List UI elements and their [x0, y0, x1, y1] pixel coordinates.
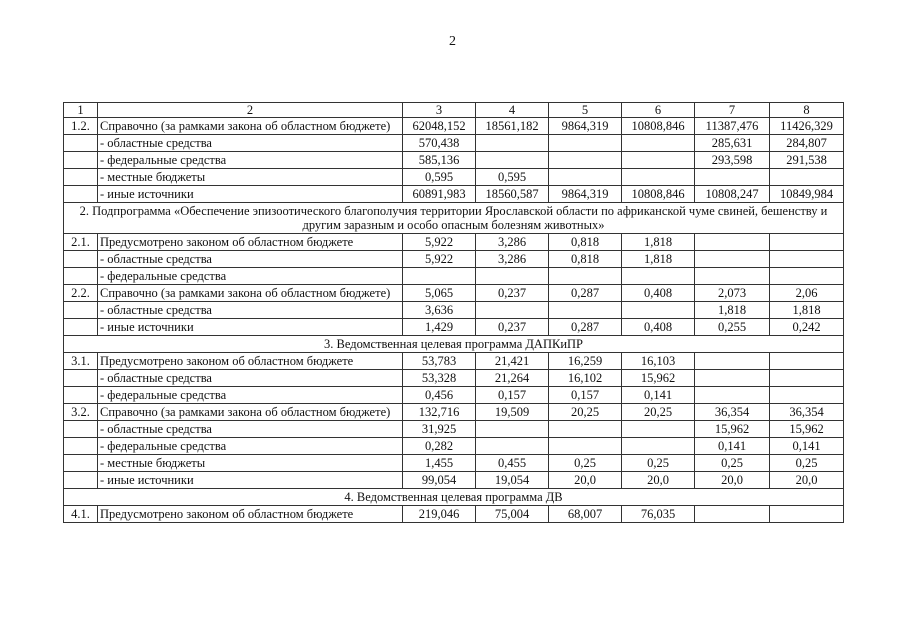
- value-cell: 1,818: [622, 234, 695, 251]
- value-cell: 0,408: [622, 319, 695, 336]
- table-row: [64, 234, 844, 251]
- value-cell: 0,242: [770, 319, 844, 336]
- value-cell: 5,065: [403, 285, 476, 302]
- value-cell: 0,141: [695, 438, 770, 455]
- table-row: [64, 302, 844, 319]
- row-code: [64, 421, 98, 438]
- value-cell: [695, 234, 770, 251]
- table-row: [64, 438, 844, 455]
- page-number: 2: [449, 34, 456, 49]
- value-cell: 53,328: [403, 370, 476, 387]
- section-row: [64, 336, 844, 353]
- value-cell: 0,287: [549, 319, 622, 336]
- row-label: - федеральные средства: [98, 438, 403, 455]
- value-cell: 10808,247: [695, 186, 770, 203]
- row-code: [64, 135, 98, 152]
- value-cell: 1,818: [622, 251, 695, 268]
- table-row: [64, 353, 844, 370]
- value-cell: 0,818: [549, 251, 622, 268]
- value-cell: 31,925: [403, 421, 476, 438]
- value-cell: [770, 234, 844, 251]
- value-cell: 20,0: [549, 472, 622, 489]
- value-cell: [549, 302, 622, 319]
- row-code: [64, 152, 98, 169]
- row-code: [64, 251, 98, 268]
- value-cell: 0,25: [695, 455, 770, 472]
- row-code: [64, 268, 98, 285]
- row-label: Предусмотрено законом об областном бюджете: [98, 234, 403, 251]
- section-title: 4. Ведомственная целевая программа ДВ: [64, 489, 844, 506]
- value-cell: [695, 506, 770, 523]
- table-row: [64, 472, 844, 489]
- value-cell: 36,354: [770, 404, 844, 421]
- value-cell: 0,595: [403, 169, 476, 186]
- row-label: Предусмотрено законом об областном бюджете: [98, 506, 403, 523]
- value-cell: 293,598: [695, 152, 770, 169]
- value-cell: 21,264: [476, 370, 549, 387]
- value-cell: 2,06: [770, 285, 844, 302]
- value-cell: [476, 135, 549, 152]
- value-cell: 3,636: [403, 302, 476, 319]
- value-cell: 0,237: [476, 319, 549, 336]
- value-cell: 16,259: [549, 353, 622, 370]
- value-cell: [622, 268, 695, 285]
- row-label: - иные источники: [98, 186, 403, 203]
- row-code: [64, 370, 98, 387]
- value-cell: 219,046: [403, 506, 476, 523]
- table-body: [64, 103, 844, 523]
- value-cell: 0,455: [476, 455, 549, 472]
- value-cell: 285,631: [695, 135, 770, 152]
- value-cell: [695, 251, 770, 268]
- table-row: [64, 285, 844, 302]
- value-cell: [549, 438, 622, 455]
- value-cell: 132,716: [403, 404, 476, 421]
- value-cell: 585,136: [403, 152, 476, 169]
- value-cell: 68,007: [549, 506, 622, 523]
- row-code: [64, 387, 98, 404]
- value-cell: [770, 387, 844, 404]
- value-cell: 5,922: [403, 251, 476, 268]
- value-cell: 11387,476: [695, 118, 770, 135]
- value-cell: [549, 421, 622, 438]
- row-code: [64, 455, 98, 472]
- value-cell: 0,287: [549, 285, 622, 302]
- value-cell: [770, 353, 844, 370]
- header-cell: 7: [695, 103, 770, 118]
- header-cell: 3: [403, 103, 476, 118]
- row-label: - областные средства: [98, 135, 403, 152]
- row-label: - местные бюджеты: [98, 455, 403, 472]
- header-cell: 2: [98, 103, 403, 118]
- row-code: [64, 186, 98, 203]
- row-label: Справочно (за рамками закона об областном бюджете): [98, 285, 403, 302]
- value-cell: 10849,984: [770, 186, 844, 203]
- row-label: - областные средства: [98, 302, 403, 319]
- table-header-row: [64, 103, 844, 118]
- value-cell: 60891,983: [403, 186, 476, 203]
- value-cell: 16,102: [549, 370, 622, 387]
- value-cell: 18560,587: [476, 186, 549, 203]
- value-cell: [549, 268, 622, 285]
- value-cell: 2,073: [695, 285, 770, 302]
- value-cell: [622, 421, 695, 438]
- value-cell: 9864,319: [549, 118, 622, 135]
- value-cell: [770, 370, 844, 387]
- row-code: 3.1.: [64, 353, 98, 370]
- header-cell: 8: [770, 103, 844, 118]
- value-cell: 75,004: [476, 506, 549, 523]
- table-row: [64, 152, 844, 169]
- value-cell: 53,783: [403, 353, 476, 370]
- value-cell: 15,962: [622, 370, 695, 387]
- value-cell: 1,429: [403, 319, 476, 336]
- row-code: 3.2.: [64, 404, 98, 421]
- table-row: [64, 169, 844, 186]
- value-cell: [695, 268, 770, 285]
- table-row: [64, 251, 844, 268]
- value-cell: [549, 169, 622, 186]
- value-cell: [476, 421, 549, 438]
- value-cell: 0,255: [695, 319, 770, 336]
- row-label: - иные источники: [98, 472, 403, 489]
- value-cell: [622, 135, 695, 152]
- value-cell: 20,25: [622, 404, 695, 421]
- row-label: - местные бюджеты: [98, 169, 403, 186]
- header-cell: 5: [549, 103, 622, 118]
- value-cell: 20,0: [770, 472, 844, 489]
- value-cell: 0,157: [549, 387, 622, 404]
- value-cell: [695, 387, 770, 404]
- section-title: 3. Ведомственная целевая программа ДАПКиПР: [64, 336, 844, 353]
- value-cell: 0,456: [403, 387, 476, 404]
- row-code: 2.1.: [64, 234, 98, 251]
- table-row: [64, 387, 844, 404]
- header-cell: 1: [64, 103, 98, 118]
- value-cell: 1,818: [770, 302, 844, 319]
- value-cell: [549, 152, 622, 169]
- value-cell: [622, 169, 695, 186]
- value-cell: [770, 251, 844, 268]
- value-cell: 0,818: [549, 234, 622, 251]
- value-cell: 0,25: [770, 455, 844, 472]
- table-row: [64, 186, 844, 203]
- table-row: [64, 455, 844, 472]
- value-cell: 15,962: [695, 421, 770, 438]
- value-cell: 0,408: [622, 285, 695, 302]
- value-cell: 99,054: [403, 472, 476, 489]
- value-cell: 20,25: [549, 404, 622, 421]
- row-label: Справочно (за рамками закона об областном бюджете): [98, 404, 403, 421]
- row-label: - иные источники: [98, 319, 403, 336]
- value-cell: 20,0: [695, 472, 770, 489]
- row-code: [64, 438, 98, 455]
- value-cell: 9864,319: [549, 186, 622, 203]
- value-cell: [476, 438, 549, 455]
- table-row: [64, 135, 844, 152]
- value-cell: 0,141: [770, 438, 844, 455]
- value-cell: 284,807: [770, 135, 844, 152]
- header-cell: 6: [622, 103, 695, 118]
- table-row: [64, 268, 844, 285]
- value-cell: 19,509: [476, 404, 549, 421]
- row-label: - областные средства: [98, 251, 403, 268]
- value-cell: [403, 268, 476, 285]
- row-label: Предусмотрено законом об областном бюджете: [98, 353, 403, 370]
- table-row: [64, 118, 844, 135]
- value-cell: [770, 169, 844, 186]
- value-cell: 11426,329: [770, 118, 844, 135]
- value-cell: 3,286: [476, 234, 549, 251]
- table-row: [64, 506, 844, 523]
- value-cell: 291,538: [770, 152, 844, 169]
- row-code: [64, 302, 98, 319]
- value-cell: 19,054: [476, 472, 549, 489]
- header-cell: 4: [476, 103, 549, 118]
- row-code: [64, 319, 98, 336]
- value-cell: [770, 506, 844, 523]
- value-cell: 570,438: [403, 135, 476, 152]
- value-cell: [622, 152, 695, 169]
- value-cell: 36,354: [695, 404, 770, 421]
- value-cell: [622, 438, 695, 455]
- table-row: [64, 404, 844, 421]
- value-cell: [770, 268, 844, 285]
- value-cell: 1,455: [403, 455, 476, 472]
- row-label: Справочно (за рамками закона об областном бюджете): [98, 118, 403, 135]
- value-cell: 15,962: [770, 421, 844, 438]
- value-cell: 0,25: [549, 455, 622, 472]
- section-row: [64, 203, 844, 234]
- value-cell: 18561,182: [476, 118, 549, 135]
- value-cell: 1,818: [695, 302, 770, 319]
- value-cell: [476, 268, 549, 285]
- value-cell: 10808,846: [622, 118, 695, 135]
- value-cell: 0,25: [622, 455, 695, 472]
- row-code: 4.1.: [64, 506, 98, 523]
- row-label: - областные средства: [98, 370, 403, 387]
- value-cell: [695, 370, 770, 387]
- section-title: 2. Подпрограмма «Обеспечение эпизоотического благополучия территории Ярославской области по африканской чуме свиней, бешенству и другим заразным и особо опасным болезням животных»: [64, 203, 844, 234]
- value-cell: 5,922: [403, 234, 476, 251]
- value-cell: [549, 135, 622, 152]
- row-label: - федеральные средства: [98, 268, 403, 285]
- value-cell: 0,157: [476, 387, 549, 404]
- row-label: - федеральные средства: [98, 152, 403, 169]
- row-label: - федеральные средства: [98, 387, 403, 404]
- row-code: [64, 169, 98, 186]
- table-row: [64, 421, 844, 438]
- value-cell: 0,595: [476, 169, 549, 186]
- value-cell: 10808,846: [622, 186, 695, 203]
- value-cell: 16,103: [622, 353, 695, 370]
- value-cell: 0,282: [403, 438, 476, 455]
- value-cell: [695, 169, 770, 186]
- budget-table: [63, 102, 844, 523]
- value-cell: [476, 302, 549, 319]
- value-cell: 62048,152: [403, 118, 476, 135]
- value-cell: [622, 302, 695, 319]
- table-row: [64, 319, 844, 336]
- value-cell: 21,421: [476, 353, 549, 370]
- value-cell: 0,237: [476, 285, 549, 302]
- row-code: 2.2.: [64, 285, 98, 302]
- section-row: [64, 489, 844, 506]
- row-code: 1.2.: [64, 118, 98, 135]
- value-cell: 3,286: [476, 251, 549, 268]
- value-cell: [476, 152, 549, 169]
- row-label: - областные средства: [98, 421, 403, 438]
- table-row: [64, 370, 844, 387]
- value-cell: 0,141: [622, 387, 695, 404]
- value-cell: [695, 353, 770, 370]
- row-code: [64, 472, 98, 489]
- value-cell: 76,035: [622, 506, 695, 523]
- value-cell: 20,0: [622, 472, 695, 489]
